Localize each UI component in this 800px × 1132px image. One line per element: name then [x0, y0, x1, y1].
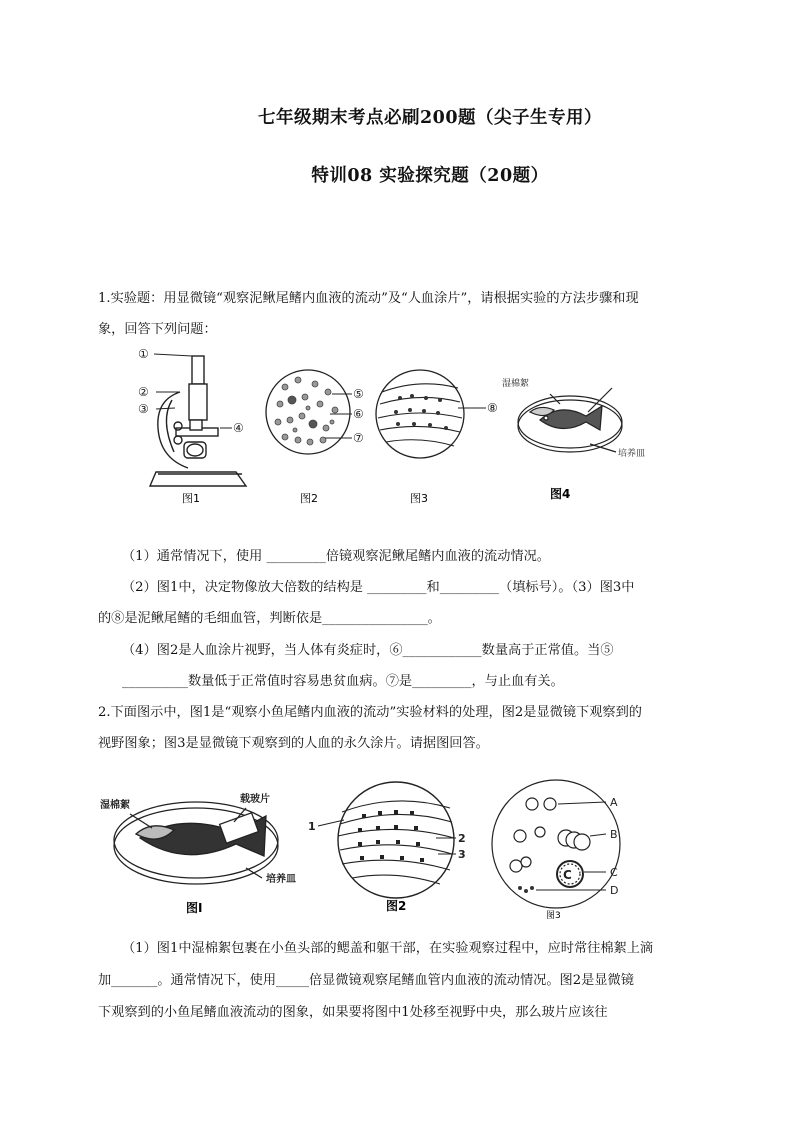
q1-sub2-line1: （2）图1中，决定物像放大倍数的结构是 _________和_________（填标号）。（3）图3中	[122, 580, 635, 595]
q2-fish-figure	[114, 802, 278, 884]
q1-sub4-line2: __________数量低于正常值时容易患贫血病。⑦是_________，与止血有关。	[122, 674, 564, 689]
caption-q2-fig1: 图I	[186, 901, 203, 915]
label-q2-slide: 载玻片	[240, 794, 270, 805]
q2-sub1-line2: 加_______。通常情况下，使用_____倍显微镜观察尾鳍血管内血液的流动情况。图2是显微镜	[98, 973, 634, 988]
cell-marker-b: B	[610, 828, 618, 841]
q1-stem-line2: 象，回答下列问题：	[98, 322, 217, 337]
q2-figures	[96, 778, 716, 928]
caption-fig1: 图1	[182, 492, 200, 505]
vessel-marker-3: 3	[458, 848, 466, 861]
q1-sub4-line1: （4）图2是人血涂片视野，当人体有炎症时，⑥____________数量高于正常值。当⑤	[122, 643, 614, 658]
q2-sub1-line3: 下观察到的小鱼尾鳍血液流动的图象，如果要将图中1处移至视野中央，那么玻片应该往	[98, 1005, 608, 1020]
caption-fig4: 图4	[550, 487, 571, 501]
q2-sub1-line1: （1）图1中湿棉絮包裹在小鱼头部的鳃盖和躯干部，在实验观察过程中，应时常往棉絮上滴	[122, 941, 654, 956]
caption-fig2: 图2	[300, 492, 318, 505]
cell-marker-d: D	[610, 884, 619, 897]
marker-4: ④	[233, 421, 244, 435]
marker-2: ②	[138, 385, 149, 399]
label-q2-wet-cotton: 湿棉絮	[100, 800, 130, 811]
q1-figures	[120, 342, 680, 512]
q2-stem-line1: 2.下面图示中，图1是“观察小鱼尾鳍内血液的流动”实验材料的处理，图2是显微镜下观察到的	[98, 705, 642, 720]
marker-6: ⑥	[353, 407, 364, 421]
page-subtitle: 特训08 实验探究题（20题）	[311, 166, 549, 186]
page-title: 七年级期末考点必刷200题（尖子生专用）	[257, 108, 603, 128]
label-q2-dish: 培养皿	[266, 874, 296, 885]
vessel-marker-1: 1	[308, 820, 316, 833]
marker-8: ⑧	[487, 401, 498, 415]
caption-q2-fig3: 图3	[546, 911, 561, 921]
capillary-figure	[376, 370, 464, 458]
vessel-marker-2: 2	[458, 832, 466, 845]
q1-sub2-line2: 的⑧是泥鳅尾鳍的毛细血管，判断依是________________。	[98, 611, 441, 626]
q1-stem-line1: 1.实验题：用显微镜“观察泥鳅尾鳍内血液的流动”及“人血涂片”，请根据实验的方法步骤和现	[98, 291, 639, 306]
blood-smear-figure	[266, 370, 350, 454]
caption-q2-fig2: 图2	[386, 899, 407, 913]
microscope-figure	[150, 356, 246, 486]
c-letter: C	[563, 868, 572, 882]
q1-sub1: （1）通常情况下，使用 _________倍镜观察泥鳅尾鳍内血液的流动情况。	[122, 549, 550, 564]
cell-marker-c: C	[610, 866, 618, 879]
q2-smear-figure	[492, 780, 620, 908]
cell-marker-a: A	[610, 796, 618, 809]
label-dish: 培养皿	[618, 449, 646, 459]
marker-1: ①	[138, 347, 149, 361]
marker-5: ⑤	[353, 387, 364, 401]
caption-fig3: 图3	[410, 492, 428, 505]
fish-dish-figure	[518, 388, 622, 452]
q2-stem-line2: 视野图象；图3是显微镜下观察到的人血的永久涂片。请据图回答。	[98, 736, 489, 751]
label-wet-cotton: 湿棉絮	[502, 379, 530, 389]
marker-7: ⑦	[353, 431, 364, 445]
marker-3: ③	[138, 402, 149, 416]
